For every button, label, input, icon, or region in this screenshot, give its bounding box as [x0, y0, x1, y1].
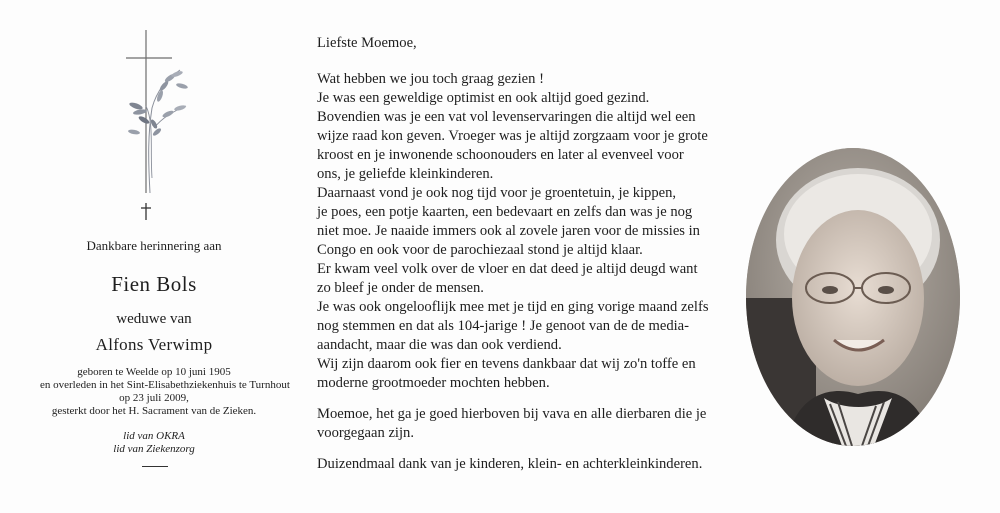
letter-line: aandacht, maar die was dan ook verdiend. — [317, 337, 562, 353]
letter-paragraph — [317, 405, 747, 443]
letter-line: Congo en ook voor de parochiezaal stond je altijd klaar. — [317, 242, 643, 258]
cross-with-branch-icon — [124, 28, 196, 223]
spouse-name: Alfons Verwimp — [95, 335, 213, 354]
letter-line: Moemoe, het ga je goed hierboven bij vava en alle dierbaren die je — [317, 406, 707, 422]
portrait-photo — [746, 148, 960, 446]
letter — [317, 34, 747, 474]
letter-line: Je was ook ongelooflijk mee met je tijd en ging vorige maand zelfs — [317, 299, 709, 315]
letter-line: wijze raad kon geven. Vroeger was je altijd zorgzaam voor je grote — [317, 128, 708, 144]
membership-line: lid van Ziekenzorg — [113, 443, 195, 455]
letter-line: Bovendien was je een vat vol levenservaringen die altijd wel een — [317, 109, 696, 125]
letter-paragraph — [317, 70, 747, 393]
letter-paragraph — [317, 455, 747, 474]
letter-line: ons, je geliefde kleinkinderen. — [317, 166, 494, 182]
bio-line: geboren te Weelde op 10 juni 1905 — [77, 366, 231, 378]
letter-line: Wat hebben we jou toch graag gezien ! — [317, 71, 544, 87]
letter-line: voorgegaan zijn. — [317, 425, 414, 441]
bio-line: gesterkt door het H. Sacrament van de Zieken. — [51, 405, 257, 417]
letter-line: moderne grootmoeder mochten hebben. — [317, 375, 550, 391]
letter-line: niet moe. Je naaide immers ook al zovele jaren voor de missies in — [317, 223, 700, 239]
letter-line: nog stemmen en dat als 104-jarige ! Je genoot van de de media- — [317, 318, 690, 334]
letter-line: Duizendmaal dank van je kinderen, klein- en achterkleinkinderen. — [317, 456, 703, 472]
intro-text: Dankbare herinnering aan — [86, 238, 222, 253]
letter-salutation: Liefste Moemoe, — [317, 35, 417, 51]
memberships — [40, 430, 268, 456]
letter-line: je poes, een potje kaarten, een bedevaart en zelfs dan was je nog — [317, 204, 693, 220]
letter-line: Er kwam veel volk over de vloer en dat deed je altijd deugd want — [317, 261, 698, 277]
divider — [142, 466, 168, 467]
widow-of-text: weduwe van — [116, 311, 192, 327]
letter-line: Wij zijn daarom ook fier en tevens dankbaar dat wij zo'n toffe en — [317, 356, 696, 372]
letter-line: Daarnaast vond je ook nog tijd voor je groentetuin, je kippen, — [317, 185, 677, 201]
membership-line: lid van OKRA — [123, 430, 185, 442]
bio-line: op 23 juli 2009, — [119, 392, 189, 404]
deceased-name: Fien Bols — [111, 272, 197, 296]
letter-line: kroost en je inwonende schoonouders en later al evenveel voor — [317, 147, 684, 163]
left-panel — [40, 0, 290, 513]
bio-line: en overleden in het Sint-Elisabethziekenhuis te Turnhout — [40, 379, 290, 391]
biography — [40, 366, 290, 418]
letter-line: zo bleef je onder de mensen. — [317, 280, 484, 296]
letter-line: Je was een geweldige optimist en ook altijd goed gezind. — [317, 90, 650, 106]
